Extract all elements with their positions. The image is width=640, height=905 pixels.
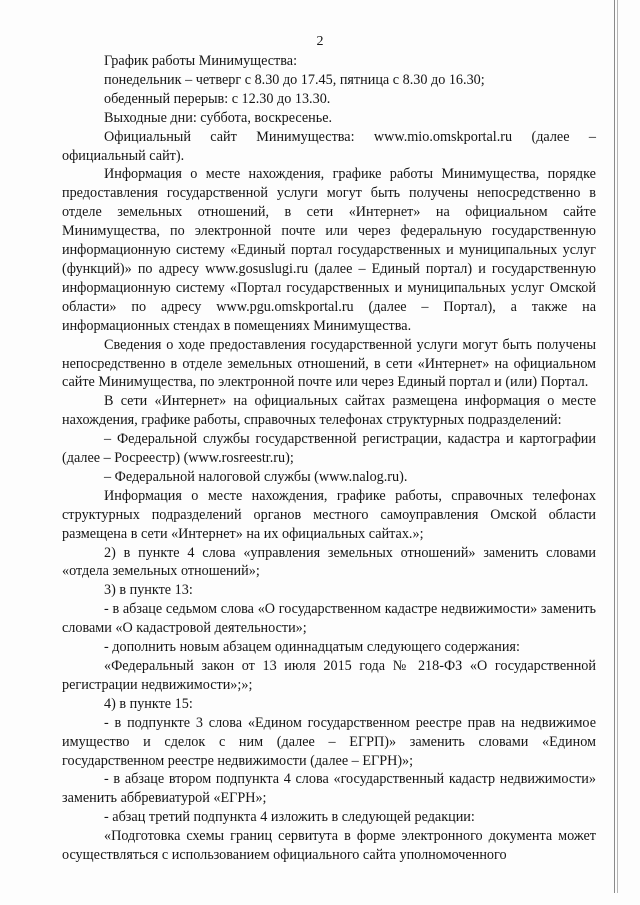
document-body — [62, 52, 596, 865]
page-number: 2 — [316, 34, 324, 49]
paragraph: – Федеральной службы государственной регистрации, кадастра и картографии (далее – Росреестр) (www.rosreestr.ru); — [62, 431, 596, 467]
paragraph: – Федеральной налоговой службы (www.nalog.ru). — [104, 468, 408, 485]
paragraph: 4) в пункте 15: — [104, 695, 193, 712]
paragraph: Выходные дни: суббота, воскресенье. — [104, 109, 333, 126]
scan-edge-line — [617, 0, 618, 893]
paragraph: Информация о месте нахождения, графике работы Минимущества, порядке предоставления государственной услуги могут быть получены непосредственно в отделе земельных отношений, в сети «Интернет» на официальном сайте Минимущества, по электронной почте или через федеральную государственную информационную систему «Единый портал государственных и муниципальных услуг (функций)» по адресу www.gosuslugi.ru (далее – Единый портал) и государственную информационную систему «Портал государственных и муниципальных услуг Омской области» по адресу www.pgu.omskportal.ru (далее – Портал), а также на информационных стендах в помещениях Минимущества. — [62, 166, 596, 334]
paragraph: 2) в пункте 4 слова «управления земельных отношений» заменить словами «отдела земельных отношений»; — [62, 544, 596, 580]
paragraph: Информация о месте нахождения, графике работы, справочных телефонах структурных подразделений органов местного самоуправления Омской области размещена в сети «Интернет» на их официальных сайтах.»; — [62, 487, 596, 542]
paragraph: В сети «Интернет» на официальных сайтах размещена информация о месте нахождения, графике работы, справочных телефонах структурных подразделений: — [62, 393, 596, 429]
paragraph: «Федеральный закон от 13 июля 2015 года № 218-ФЗ «О государственной регистрации недвижимости»;»; — [62, 658, 596, 693]
paragraph: График работы Минимущества: — [104, 53, 298, 69]
paragraph: - дополнить новым абзацем одиннадцатым следующего содержания: — [104, 639, 520, 656]
paragraph: - абзац третий подпункта 4 изложить в следующей редакции: — [104, 809, 475, 826]
paragraph: Сведения о ходе предоставления государственной услуги могут быть получены непосредственно в отделе земельных отношений, в сети «Интернет» на официальном сайте Минимущества, по электронной почте или через Единый портал и (или) Портал. — [62, 336, 596, 391]
paragraph: - в абзаце втором подпункта 4 слова «государственный кадастр недвижимости» заменить аббревиатурой «ЕГРН»; — [62, 771, 596, 807]
paragraph: понедельник – четверг с 8.30 до 17.45, пятница с 8.30 до 16.30; — [104, 71, 485, 88]
paragraph: 3) в пункте 13: — [104, 582, 193, 599]
paragraph: «Подготовка схемы границ сервитута в форме электронного документа может осуществляться с использованием официального сайта уполномоченного — [62, 828, 596, 864]
paragraph: - в подпункте 3 слова «Едином государственном реестре прав на недвижимое имущество и сделок с ним (далее – ЕГРП)» заменить словами «Едином государственном реестре недвижимости (далее – ЕГРН)»; — [62, 714, 596, 769]
paragraph: - в абзаце седьмом слова «О государственном кадастре недвижимости» заменить словами «О кадастровой деятельности»; — [62, 601, 596, 637]
scan-edge-line — [614, 0, 615, 893]
paragraph: обеденный перерыв: с 12.30 до 13.30. — [104, 90, 331, 107]
paragraph: Официальный сайт Минимущества: www.mio.omskportal.ru (далее – официальный сайт). — [62, 128, 596, 164]
